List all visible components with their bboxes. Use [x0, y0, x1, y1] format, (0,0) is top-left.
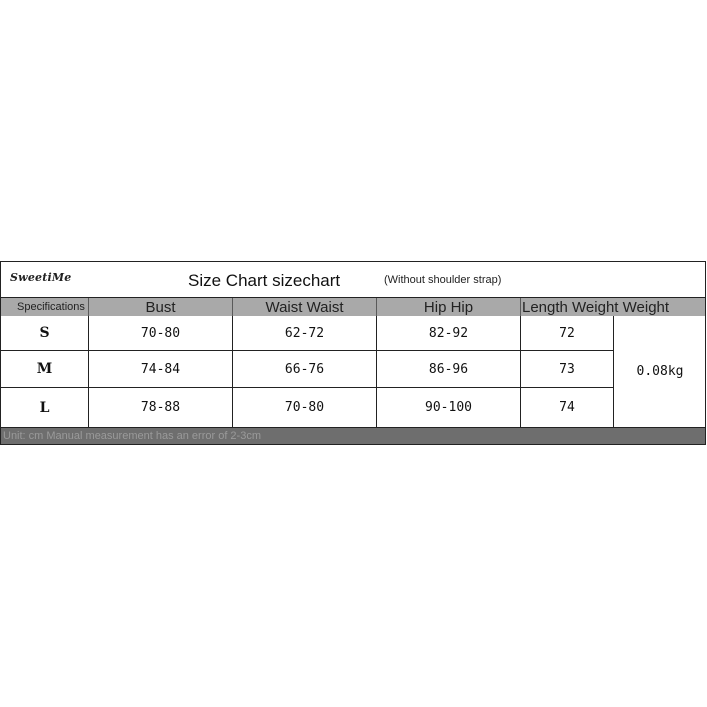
- header-specifications: Specifications: [1, 298, 89, 316]
- waist-cell: 62-72: [233, 316, 377, 351]
- header-hip: Hip Hip: [377, 298, 521, 316]
- size-cell: M: [1, 351, 89, 388]
- length-cell: 72: [521, 316, 614, 351]
- chart-subtitle: (Without shoulder strap): [384, 274, 502, 286]
- title-row: [0, 261, 706, 298]
- size-cell: S: [1, 316, 89, 351]
- bust-cell: 78-88: [89, 388, 233, 427]
- table-body: [0, 316, 706, 427]
- bust-cell: 74-84: [89, 351, 233, 388]
- header-bust: Bust: [89, 298, 233, 316]
- chart-title: Size Chart sizechart: [188, 271, 341, 290]
- hip-cell: 86-96: [377, 351, 521, 388]
- header-length-weight: Length Weight Weight: [522, 299, 670, 316]
- header-row: [0, 298, 706, 316]
- footer-note: Unit: cm Manual measurement has an error of 2-3cm: [0, 427, 706, 445]
- size-cell: L: [1, 388, 89, 427]
- hip-cell: 82-92: [377, 316, 521, 351]
- header-waist: Waist Waist: [233, 298, 377, 316]
- length-cell: 74: [521, 388, 614, 427]
- hip-cell: 90-100: [377, 388, 521, 427]
- waist-cell: 66-76: [233, 351, 377, 388]
- weight-cell: 0.08kg: [636, 364, 684, 379]
- length-cell: 73: [521, 351, 614, 388]
- brand-logo: SweetiMe: [10, 271, 72, 284]
- waist-cell: 70-80: [233, 388, 377, 427]
- size-chart-table: [0, 261, 706, 445]
- bust-cell: 70-80: [89, 316, 233, 351]
